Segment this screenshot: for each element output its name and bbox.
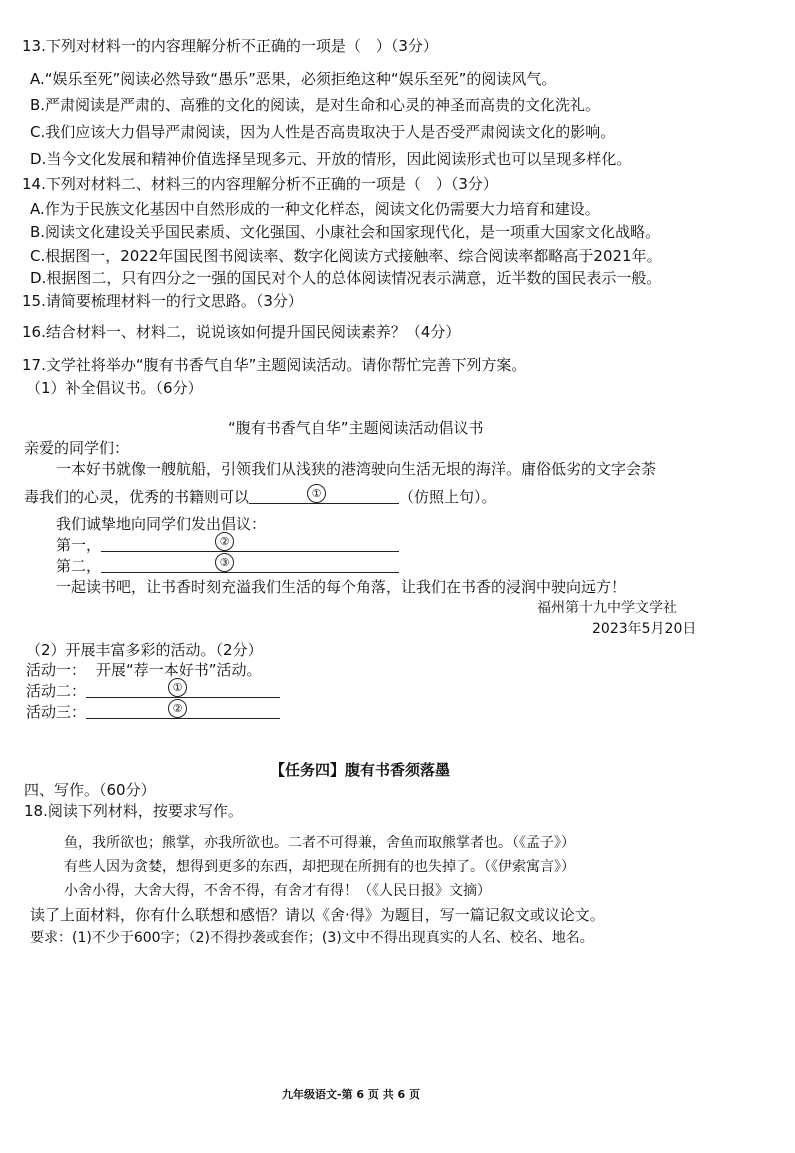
- letter-date: 2023年5月20日: [592, 621, 697, 637]
- q18-quote-2: 有些人因为贪婪，想得到更多的东西，却把现在所拥有的也失掉了。（《伊索寓言》）: [64, 859, 575, 875]
- marker-2: ②: [215, 532, 234, 551]
- q14-option-b: B.阅读文化建设关乎国民素质、文化强国、小康社会和国家现代化，是一项重大国家文化战略。: [30, 223, 661, 241]
- activity-1: [26, 660, 262, 680]
- blank-activity-2[interactable]: [86, 681, 280, 698]
- proposal-first-label: 第一，: [56, 536, 102, 554]
- activity-2: [26, 681, 280, 701]
- letter-para1-line1: 一本好书就像一艘航船，引领我们从浅狭的港湾驶向生活无垠的海洋。庸俗低劣的文字会荼: [56, 460, 657, 478]
- letter-closing: 一起读书吧，让书香时刻充溢我们生活的每个角落，让我们在书香的浸润中驶向远方！: [56, 578, 627, 596]
- q14-option-a: A.作为于民族文化基因中自然形成的一种文化样态，阅读文化仍需要大力培育和建设。: [30, 200, 600, 218]
- blank-1[interactable]: [249, 487, 399, 504]
- activity-3-marker: ②: [168, 699, 187, 718]
- letter-para1-line2: [24, 487, 497, 507]
- task4-title: 【任务四】腹有书香须落墨: [270, 761, 451, 779]
- q14-option-c: C.根据图一，2022年国民图书阅读率、数字化阅读方式接触率、综合阅读率都略高于2021年。: [30, 247, 662, 265]
- blank-3[interactable]: [101, 556, 399, 573]
- q17-stem: 17.文学社将举办“腹有书香气自华”主题阅读活动。请你帮忙完善下列方案。: [22, 356, 527, 374]
- q14-stem: 14.下列对材料二、材料三的内容理解分析不正确的一项是（ ）（3分）: [22, 175, 498, 193]
- q14-option-d: D.根据图二，只有四分之一强的国民对个人的总体阅读情况表示满意，近半数的国民表示一般。: [30, 269, 662, 287]
- q13-stem: 13.下列对材料一的内容理解分析不正确的一项是（ ）（3分）: [22, 37, 438, 55]
- activity-3-label: 活动三：: [26, 703, 87, 721]
- q13-option-b: B.严肃阅读是严肃的、高雅的文化的阅读，是对生命和心灵的神圣而高贵的文化洗礼。: [30, 96, 601, 114]
- marker-3: ③: [215, 553, 234, 572]
- q15: 15.请简要梳理材料一的行文思路。（3分）: [22, 292, 303, 310]
- letter-para2: 我们诚挚地向同学们发出倡议：: [56, 515, 267, 533]
- proposal-first: [56, 535, 399, 555]
- blank-activity-3[interactable]: [86, 702, 280, 719]
- q18-prompt: 读了上面材料，你有什么联想和感悟？请以《舍·得》为题目，写一篇记叙文或议论文。: [30, 906, 605, 924]
- activity-3: [26, 702, 280, 722]
- letter-title: “腹有书香气自华”主题阅读活动倡议书: [228, 419, 484, 437]
- q18-stem: 18.阅读下列材料，按要求写作。: [24, 802, 243, 820]
- blank-2[interactable]: [101, 535, 399, 552]
- proposal-second: [56, 556, 399, 576]
- q13-option-d: D.当今文化发展和精神价值选择呈现多元、开放的情形，因此阅读形式也可以呈现多样化。: [30, 150, 632, 168]
- section4-heading: 四、写作。（60分）: [24, 781, 156, 799]
- activity-1-label: 活动一：: [26, 661, 87, 679]
- q18-requirements: 要求：(1)不少于600字；（2)不得抄袭或套作；(3)文中不得出现真实的人名、校名、地名。: [30, 930, 594, 946]
- q17-sub2: （2）开展丰富多彩的活动。（2分）: [26, 641, 263, 659]
- marker-1: ①: [307, 484, 326, 503]
- activity-1-text: 开展“荐一本好书”活动。: [96, 661, 262, 679]
- q18-quote-1: 鱼，我所欲也；熊掌，亦我所欲也。二者不可得兼，舍鱼而取熊掌者也。（《孟子》）: [64, 835, 575, 851]
- q16: 16.结合材料一、材料二，说说该如何提升国民阅读素养？（4分）: [22, 323, 461, 341]
- activity-2-label: 活动二：: [26, 682, 87, 700]
- q17-sub1: （1）补全倡议书。（6分）: [26, 379, 203, 397]
- letter-salutation: 亲爱的同学们：: [24, 439, 130, 457]
- q13-option-c: C.我们应该大力倡导严肃阅读，因为人性是否高贵取决于人是否受严肃阅读文化的影响。: [30, 123, 616, 141]
- q13-option-a: A.“娱乐至死”阅读必然导致“愚乐”恶果，必须拒绝这种“娱乐至死”的阅读风气。: [30, 70, 557, 88]
- letter-para1-post: （仿照上句）。: [399, 488, 497, 506]
- q18-quote-3: 小舍小得，大舍大得，不舍不得，有舍才有得！（《人民日报》文摘）: [64, 883, 491, 899]
- activity-2-marker: ①: [168, 678, 187, 697]
- proposal-second-label: 第二，: [56, 557, 102, 575]
- page-footer: 九年级语文-第 6 页 共 6 页: [282, 1088, 421, 1101]
- letter-para1-pre: 毒我们的心灵，优秀的书籍则可以: [24, 488, 250, 506]
- letter-signature: 福州第十九中学文学社: [537, 600, 677, 616]
